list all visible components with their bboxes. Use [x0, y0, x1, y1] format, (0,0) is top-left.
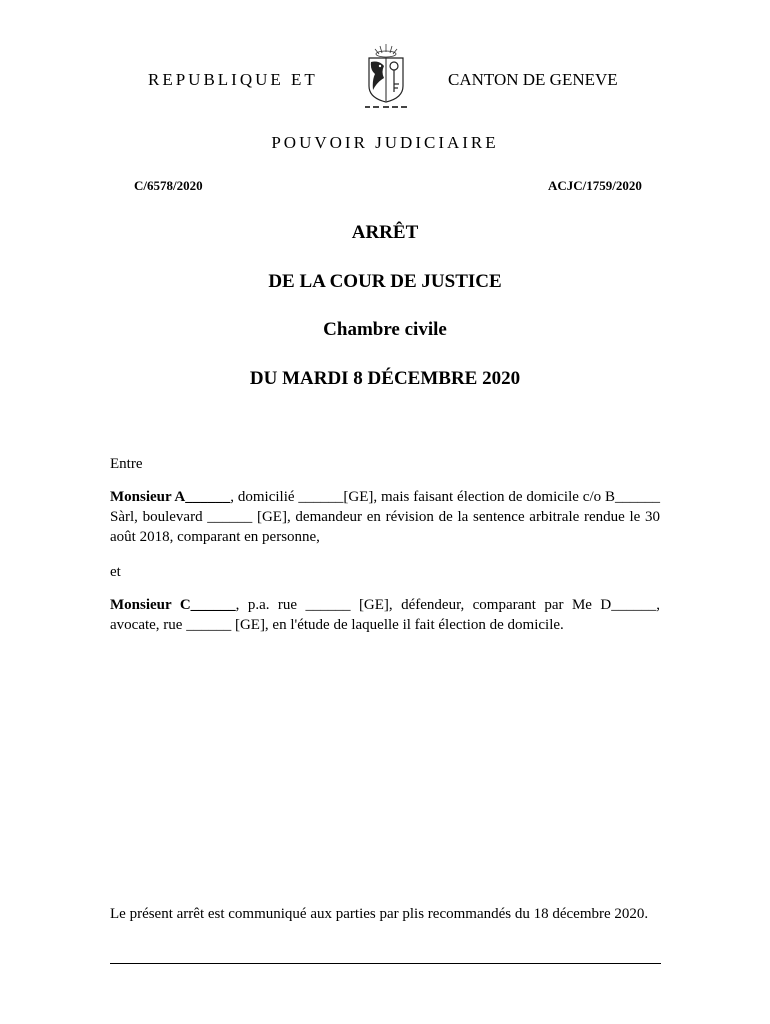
title-date: DU MARDI 8 DÉCEMBRE 2020: [249, 368, 521, 389]
party-plaintiff: [110, 487, 660, 547]
header-canton: CANTON DE GENEVE: [448, 70, 618, 89]
party-defendant: [110, 595, 660, 635]
geneva-crest-icon: [361, 42, 411, 112]
defendant-details: , p.a. rue ______ [GE], défendeur, comparant par Me D______, avocate, rue ______ [GE], en l'étude de laquelle il fait élection de domicile.: [110, 597, 660, 633]
case-reference: C/6578/2020: [134, 178, 203, 193]
communication-notice: Le présent arrêt est communiqué aux parties par plis recommandés du 18 décembre 2020.: [110, 906, 649, 922]
decision-reference: ACJC/1759/2020: [548, 178, 642, 193]
title-arret: ARRÊT: [351, 222, 419, 243]
title-chamber: Chambre civile: [323, 319, 447, 340]
plaintiff-details: , domicilié ______[GE], mais faisant élection de domicile c/o B______ Sàrl, boulevard ______ [GE], demandeur en révision de la sentence arbitrale rendue le 30 août 2018, comparant en personne,: [110, 489, 660, 545]
plaintiff-name: Monsieur A______: [110, 489, 231, 505]
title-court: DE LA COUR DE JUSTICE: [268, 271, 502, 292]
header-pouvoir-judiciaire: POUVOIR JUDICIAIRE: [271, 133, 499, 152]
defendant-name: Monsieur C______: [110, 597, 236, 613]
footer-divider: [110, 963, 661, 964]
header-republique: REPUBLIQUE ET: [148, 70, 318, 89]
et-label: et: [110, 564, 121, 580]
entre-label: Entre: [110, 456, 143, 472]
